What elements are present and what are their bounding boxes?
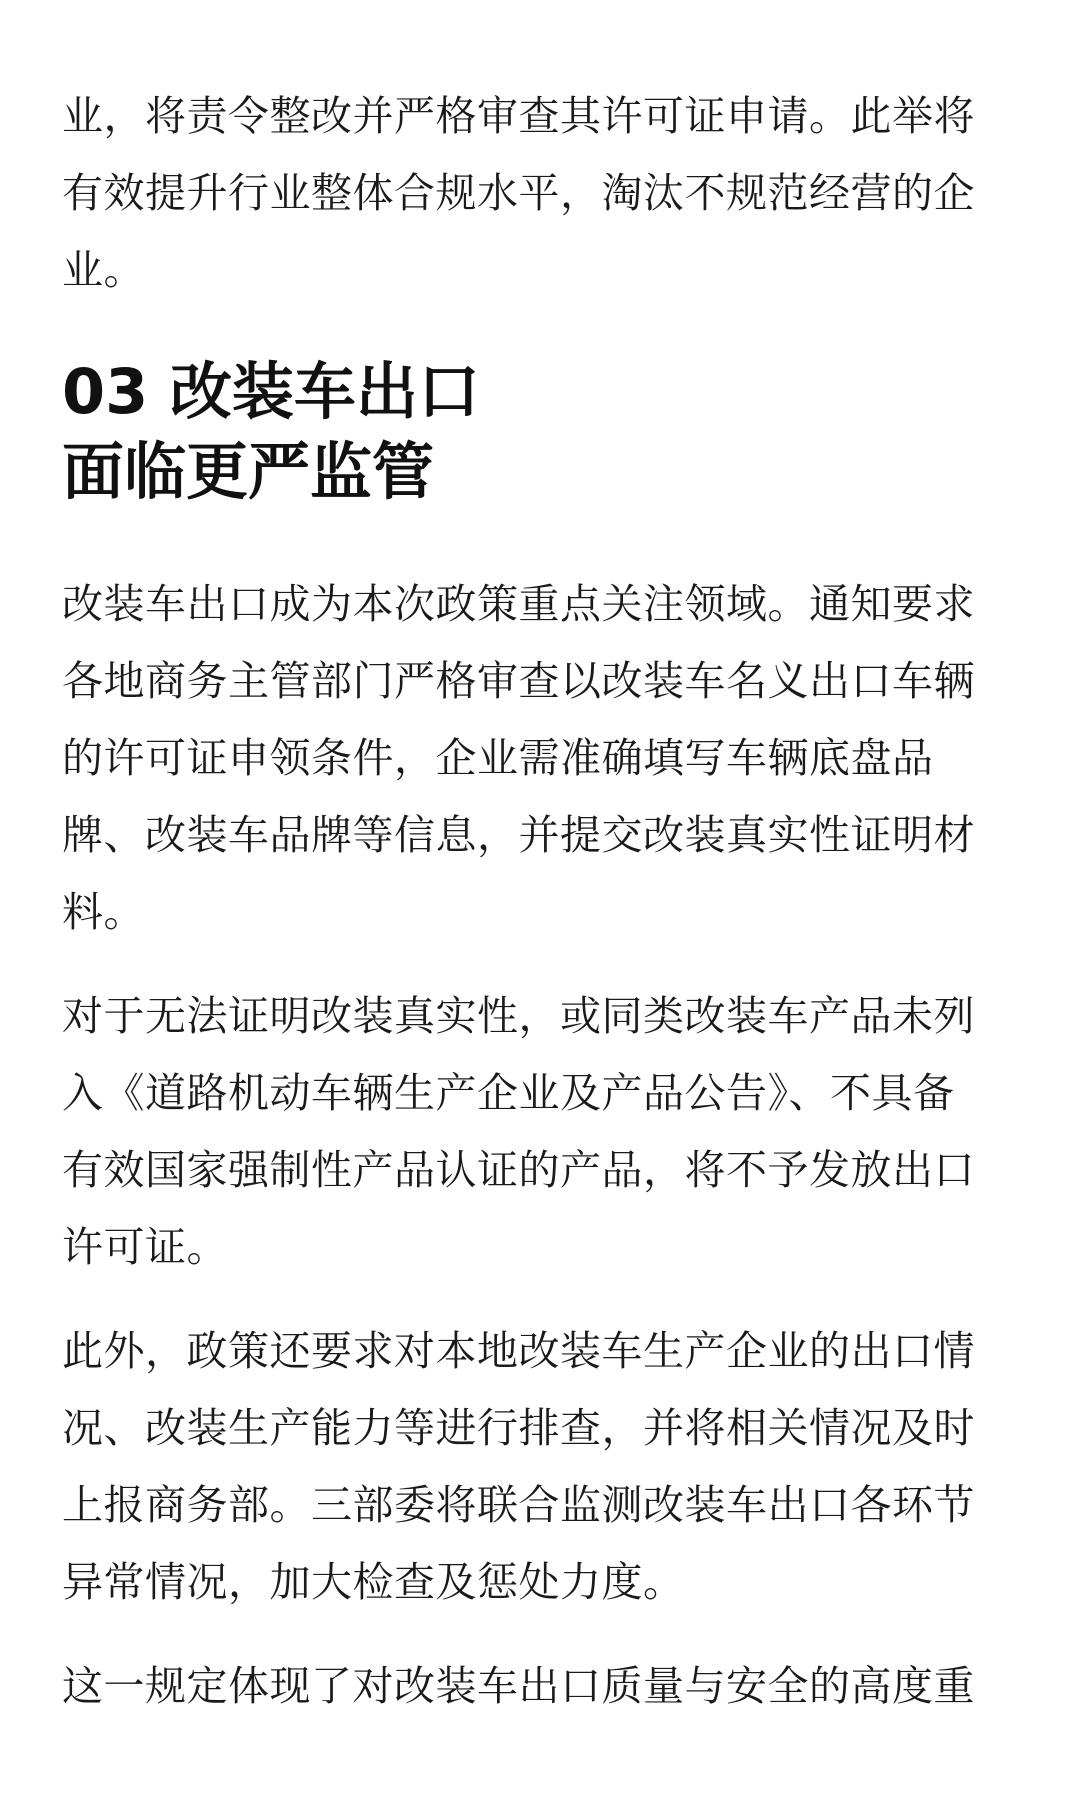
text-line: 对于无法证明改装真实性，或同类改装车产品未列 [62,992,975,1040]
text-line: 业。 [62,246,145,294]
text-line: 异常情况，加大检查及惩处力度。 [62,1558,685,1606]
section-heading [62,352,480,512]
text-line: 这一规定体现了对改装车出口质量与安全的高度重 [62,1662,975,1710]
text-line: 况、改装生产能力等进行排查，并将相关情况及时 [62,1404,975,1452]
text-line: 有效国家强制性产品认证的产品，将不予发放出口 [62,1146,975,1194]
paragraph-license-denial [62,978,975,1286]
text-line: 的许可证申领条件，企业需准确填写车辆底盘品 [62,734,934,782]
text-line: 许可证。 [62,1223,228,1271]
text-line: 入《道路机动车辆生产企业及产品公告》、不具备 [62,1069,955,1117]
paragraph-export-policy [62,566,975,951]
paragraph-conclusion [62,1648,975,1725]
paragraph-inspection [62,1313,975,1621]
text-line: 牌、改装车品牌等信息，并提交改装真实性证明材 [62,811,975,859]
text-line: 上报商务部。三部委将联合监测改装车出口各环节 [62,1481,975,1529]
text-line: 业，将责令整改并严格审查其许可证申请。此举将 [62,92,975,140]
intro-paragraph [62,78,975,309]
text-line: 改装车出口成为本次政策重点关注领域。通知要求 [62,580,975,628]
text-line: 此外，政策还要求对本地改装车生产企业的出口情 [62,1327,975,1375]
heading-line: 面临更严监管 [62,435,435,508]
heading-line: 03 改装车出口 [62,355,480,428]
text-line: 有效提升行业整体合规水平，淘汰不规范经营的企 [62,169,975,217]
text-line: 料。 [62,888,145,936]
text-line: 各地商务主管部门严格审查以改装车名义出口车辆 [62,657,975,705]
